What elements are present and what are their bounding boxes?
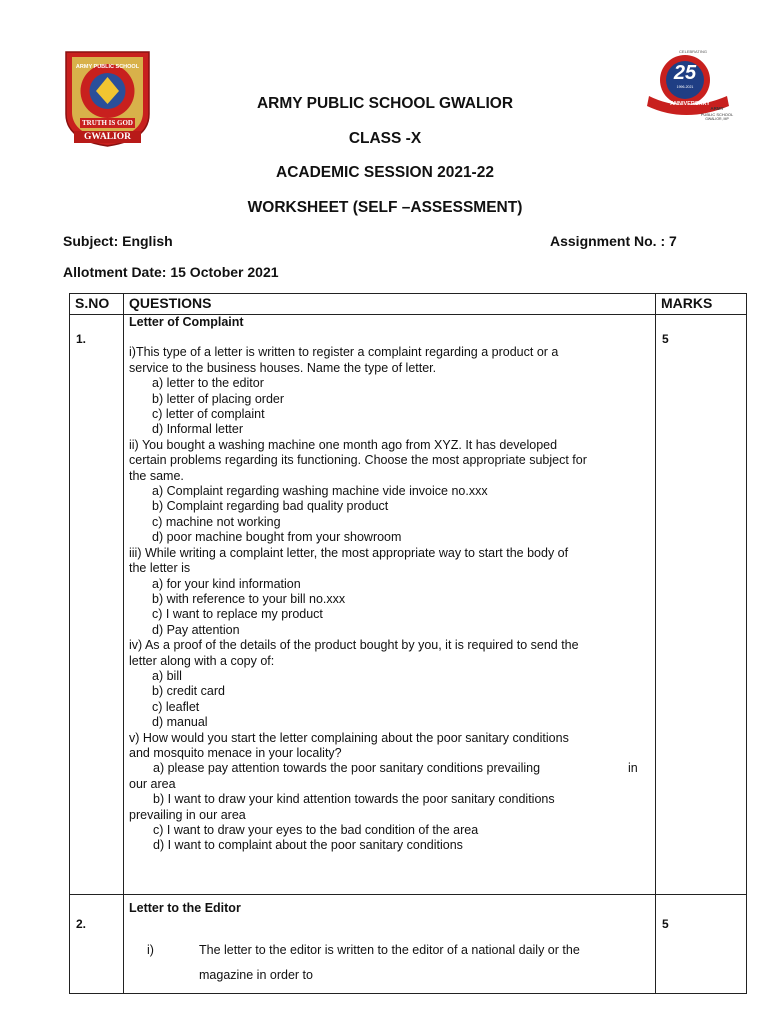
session-title: ACADEMIC SESSION 2021-22 bbox=[276, 164, 494, 181]
anniversary-number: 25 bbox=[673, 62, 697, 84]
allotment-date: Allotment Date: 15 October 2021 bbox=[63, 264, 279, 280]
q1-ii-line-3: the same. bbox=[129, 468, 184, 483]
q1-content bbox=[124, 315, 656, 895]
q1-v-option-a-tail: in bbox=[628, 761, 638, 776]
q1-ii-option-d: d) poor machine bought from your showroom bbox=[152, 530, 402, 545]
q1-iii-line-1: iii) While writing a complaint letter, the most appropriate way to start the body of bbox=[129, 545, 569, 560]
school-name: ARMY PUBLIC SCHOOL GWALIOR bbox=[256, 95, 514, 112]
anniversary-arc-text: CELEBRATING bbox=[679, 49, 707, 54]
q1-ii-option-c: c) machine not working bbox=[152, 514, 281, 529]
crest-arc-text: ARMY PUBLIC SCHOOL bbox=[75, 64, 140, 70]
q1-v-option-a-text: a) please pay attention towards the poor sanitary conditions prevailing bbox=[153, 761, 541, 776]
q2-item-number: i) bbox=[147, 943, 154, 958]
q1-v-line-2: and mosquito menace in your locality? bbox=[129, 745, 342, 760]
header-sno: S.NO bbox=[70, 294, 124, 315]
q2-content bbox=[124, 895, 656, 994]
q1-iii-option-c: c) I want to replace my product bbox=[152, 607, 323, 622]
question-row-2 bbox=[70, 895, 747, 994]
q1-iv-line-1: iv) As a proof of the details of the product bought by you, it is required to send the bbox=[129, 638, 579, 653]
anniversary-caption-2: PUBLIC SCHOOL bbox=[700, 112, 734, 117]
anniversary-years: 1996-2021 bbox=[676, 85, 694, 89]
header-questions: QUESTIONS bbox=[124, 294, 656, 315]
q1-iv-option-a: a) bill bbox=[152, 668, 182, 683]
header-marks: MARKS bbox=[656, 294, 747, 315]
q1-sno: 1. bbox=[76, 332, 87, 346]
crest-motto: TRUTH IS GOD bbox=[82, 119, 133, 127]
q1-i-line-2: service to the business houses. Name the type of letter. bbox=[129, 360, 437, 375]
crest-city: GWALIOR bbox=[84, 132, 131, 142]
q1-i-option-d: d) Informal letter bbox=[152, 422, 244, 437]
q1-ii-option-a: a) Complaint regarding washing machine vide invoice no.xxx bbox=[152, 484, 488, 499]
q1-iv-option-b: b) credit card bbox=[152, 684, 225, 699]
anniversary-caption-3: GWALIOR, MP bbox=[705, 117, 729, 121]
q1-iv-line-2: letter along with a copy of: bbox=[129, 653, 275, 668]
q1-iv-option-c: c) leaflet bbox=[152, 699, 200, 714]
q1-marks: 5 bbox=[662, 332, 669, 346]
q1-ii-line-1: ii) You bought a washing machine one month ago from XYZ. It has developed bbox=[129, 437, 558, 452]
q2-sno: 2. bbox=[76, 917, 87, 931]
q1-iv-option-d: d) manual bbox=[152, 715, 208, 730]
q1-title: Letter of Complaint bbox=[129, 315, 244, 329]
q1-v-option-a bbox=[129, 761, 650, 776]
q1-v-option-d: d) I want to complaint about the poor sanitary conditions bbox=[153, 838, 463, 853]
q2-title: Letter to the Editor bbox=[129, 901, 241, 915]
q1-iii-line-2: the letter is bbox=[129, 561, 191, 576]
q1-ii-line-2: certain problems regarding its functioning. Choose the most appropriate subject for bbox=[129, 453, 587, 468]
class-title: CLASS -X bbox=[348, 130, 422, 147]
q1-i-option-c: c) letter of complaint bbox=[152, 407, 265, 422]
q1-ii-option-b: b) Complaint regarding bad quality product bbox=[152, 499, 389, 514]
q1-v-line-1: v) How would you start the letter complaining about the poor sanitary conditions bbox=[129, 730, 569, 745]
worksheet-title: WORKSHEET (SELF –ASSESSMENT) bbox=[247, 199, 523, 216]
q1-v-option-b-cont: prevailing in our area bbox=[129, 807, 246, 822]
q1-v-option-c: c) I want to draw your eyes to the bad condition of the area bbox=[153, 823, 479, 837]
q2-marks: 5 bbox=[662, 917, 669, 931]
q1-i-line-1: i)This type of a letter is written to register a complaint regarding a product or a bbox=[129, 345, 559, 360]
q2-item-text-2: magazine in order to bbox=[199, 968, 313, 983]
worksheet-table bbox=[69, 293, 747, 994]
question-row-1 bbox=[70, 315, 747, 895]
q1-v-option-a-cont: our area bbox=[129, 776, 176, 791]
anniversary-caption-1: ARMY bbox=[710, 106, 724, 111]
q1-i-option-a: a) letter to the editor bbox=[152, 376, 264, 391]
q1-iii-option-d: d) Pay attention bbox=[152, 622, 240, 637]
anniversary-logo bbox=[645, 49, 735, 132]
q1-iii-option-a: a) for your kind information bbox=[152, 576, 301, 591]
q1-iii-option-b: b) with reference to your bill no.xxx bbox=[152, 591, 346, 606]
assignment-number: Assignment No. : 7 bbox=[550, 233, 677, 249]
subject-label: Subject: English bbox=[63, 233, 173, 249]
q2-item-text-1: The letter to the editor is written to the editor of a national daily or the bbox=[199, 943, 580, 958]
q1-v-option-b: b) I want to draw your kind attention towards the poor sanitary conditions bbox=[153, 792, 555, 807]
q1-i-option-b: b) letter of placing order bbox=[152, 391, 285, 406]
table-header-row bbox=[70, 294, 747, 315]
q2-item-1 bbox=[129, 938, 650, 988]
anniversary-ribbon: ANNIVERSARY bbox=[670, 101, 710, 107]
